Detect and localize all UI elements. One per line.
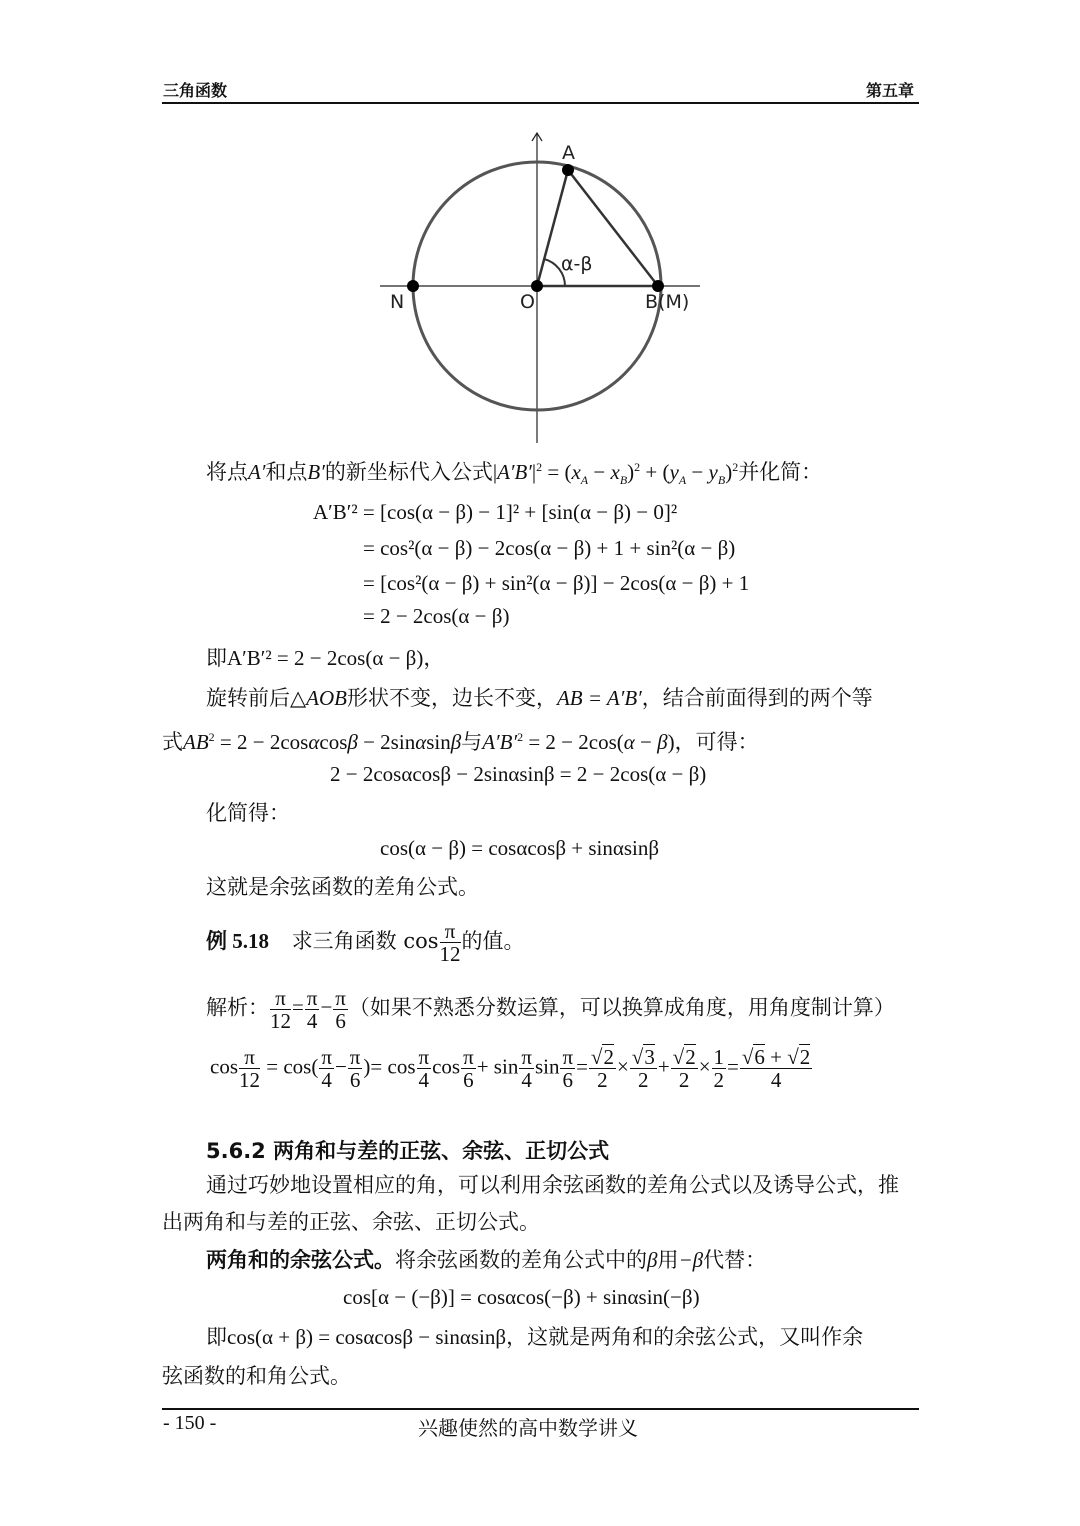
rotation-line-1 (206, 683, 963, 713)
equal-sides: AB = A′B′ (556, 686, 642, 710)
ab-squared-formula: $AB^2 = 2 - 2\cos\alpha\cos\beta - 2\sin\alpha\sin\beta$ (183, 730, 462, 754)
rot1-prefix: 旋转前后 (206, 686, 290, 710)
analysis-formula: $\frac{\pi}{12}$ = $\frac{\pi}{4}$ − $\frac{\pi}{6}$ (270, 986, 346, 1034)
ji-prefix: 即 (206, 646, 227, 670)
section-para2 (206, 1245, 963, 1275)
label-A: A (562, 142, 575, 164)
rot2-and: 与 (461, 730, 483, 754)
final-line-2: 弦函数的和角公式。 (162, 1364, 351, 1388)
intro-and: 和点 (265, 460, 308, 484)
header-chapter-number: 第五章 (866, 81, 915, 100)
section-para1-line1: 通过巧妙地设置相应的角，可以利用余弦函数的差角公式以及诱导公式，推 (206, 1173, 899, 1197)
label-N: N (390, 291, 405, 313)
label-angle: α-β (561, 253, 593, 275)
rot2-prefix: 式 (162, 730, 183, 754)
equation-1: 2 − 2cosαcosβ − 2sinαsinβ = 2 − 2cos(α − β) (330, 762, 707, 786)
analysis-label: 解析： (206, 995, 269, 1020)
analysis-line (206, 987, 963, 1032)
para2-end: 代替： (703, 1248, 767, 1272)
equation-2: cos(α − β) = cosαcosβ + sinαsinβ (380, 836, 660, 860)
para2-negbeta: −β (678, 1248, 704, 1272)
example-question-prefix: 求三角函数 cos (291, 929, 439, 954)
section-heading: 5.6.2 两角和与差的正弦、余弦、正切公式 (206, 1139, 610, 1163)
derive-line-1: A′B′² = [cos(α − β) − 1]² + [sin(α − β) − 0]² (313, 500, 678, 524)
fraction-pi-12: $\frac{\pi}{12}$ (439, 919, 461, 967)
rot1-suffix: ，结合前面得到的两个等 (641, 686, 873, 710)
ji-formula: A′B′² = 2 − 2cos(α − β) (227, 646, 424, 670)
apbp-squared-formula: $A'B'^2 = 2 - 2\cos(\alpha - \beta)$ (482, 730, 675, 754)
point-N (407, 280, 419, 292)
intro-suffix: 并化简： (738, 460, 823, 484)
final-suffix: ，这就是两角和的余弦公式，又叫作余 (506, 1325, 864, 1349)
distance-formula: $|A'B'|^2 = (x_A - x_B)^2 + (y_A - y_B)^2$ (492, 460, 739, 488)
formula-sum-derivation: cos[α − (−β)] = cosαcos(−β) + sinαsin(−β) (343, 1285, 700, 1309)
final-line-1 (206, 1322, 963, 1352)
label-O: O (520, 291, 535, 313)
intro-mid: 的新坐标代入公式 (324, 460, 493, 484)
unit-circle-figure (370, 125, 710, 445)
rotation-line-2 (162, 722, 919, 757)
page-number: - 150 - (163, 1412, 217, 1434)
point-A (562, 164, 574, 176)
final-prefix: 即 (206, 1325, 227, 1349)
bold-lead: 两角和的余弦公式。 (206, 1248, 395, 1272)
footer-rule (162, 1408, 919, 1410)
example-line (206, 920, 963, 965)
para2-mid: 将余弦函数的差角公式中的 (395, 1248, 647, 1272)
derive-line-3: = [cos²(α − β) + sin²(α − β)] − 2cos(α − β) + 1 (363, 571, 750, 595)
footer-title: 兴趣使然的高中数学讲义 (418, 1416, 638, 1440)
analysis-note: （如果不熟悉分数运算，可以换算成角度，用角度制计算） (348, 995, 895, 1020)
para2-with: 用 (657, 1248, 679, 1272)
final-formula: cos(α + β) = cosαcosβ − sinαsinβ (227, 1325, 507, 1349)
ji-suffix: ， (423, 646, 445, 670)
conclusion-line: 这就是余弦函数的差角公式。 (206, 875, 479, 899)
triangle-AOB: △AOB (290, 686, 347, 710)
rot1-mid: 形状不变，边长不变， (346, 686, 557, 710)
intro-line (206, 452, 963, 495)
computation-line: cos $\frac{\pi}{12}$ = cos( $\frac{\pi}{4}$ − $\frac{\pi}{6}$ )= cos $\frac{\pi}{4}$ cos $\frac{\pi}{6}$ + sin $\frac{\pi}{4}$ sin $\frac{\pi}{6}$ = $\frac{√2}{2}$ × $\frac{√3}{2}$ + $\frac{√2}{2}$ × $\frac{1}{2}$ = $\frac{√6 + √2}{4}$ (210, 1045, 811, 1093)
section-para1-line2: 出两角和与差的正弦、余弦、正切公式。 (162, 1210, 540, 1234)
derive-line-4: = 2 − 2cos(α − β) (363, 604, 510, 628)
point-B-prime-label: B′ (307, 460, 325, 484)
para2-beta: β (647, 1248, 658, 1272)
simplify-label: 化简得： (206, 801, 290, 825)
label-B-M: B(M) (645, 291, 690, 313)
example-question-suffix: 的值。 (461, 929, 525, 954)
header-rule (162, 102, 919, 104)
point-A-prime-label: A′ (248, 460, 266, 484)
derive-line-2: = cos²(α − β) − 2cos(α − β) + 1 + sin²(α − β) (363, 536, 736, 560)
header-chapter-title: 三角函数 (163, 81, 228, 100)
example-label: 例 5.18 (206, 929, 269, 954)
rot2-suffix: ，可得： (674, 730, 759, 754)
intro-prefix: 将点 (206, 460, 248, 484)
ji-line (206, 643, 963, 673)
